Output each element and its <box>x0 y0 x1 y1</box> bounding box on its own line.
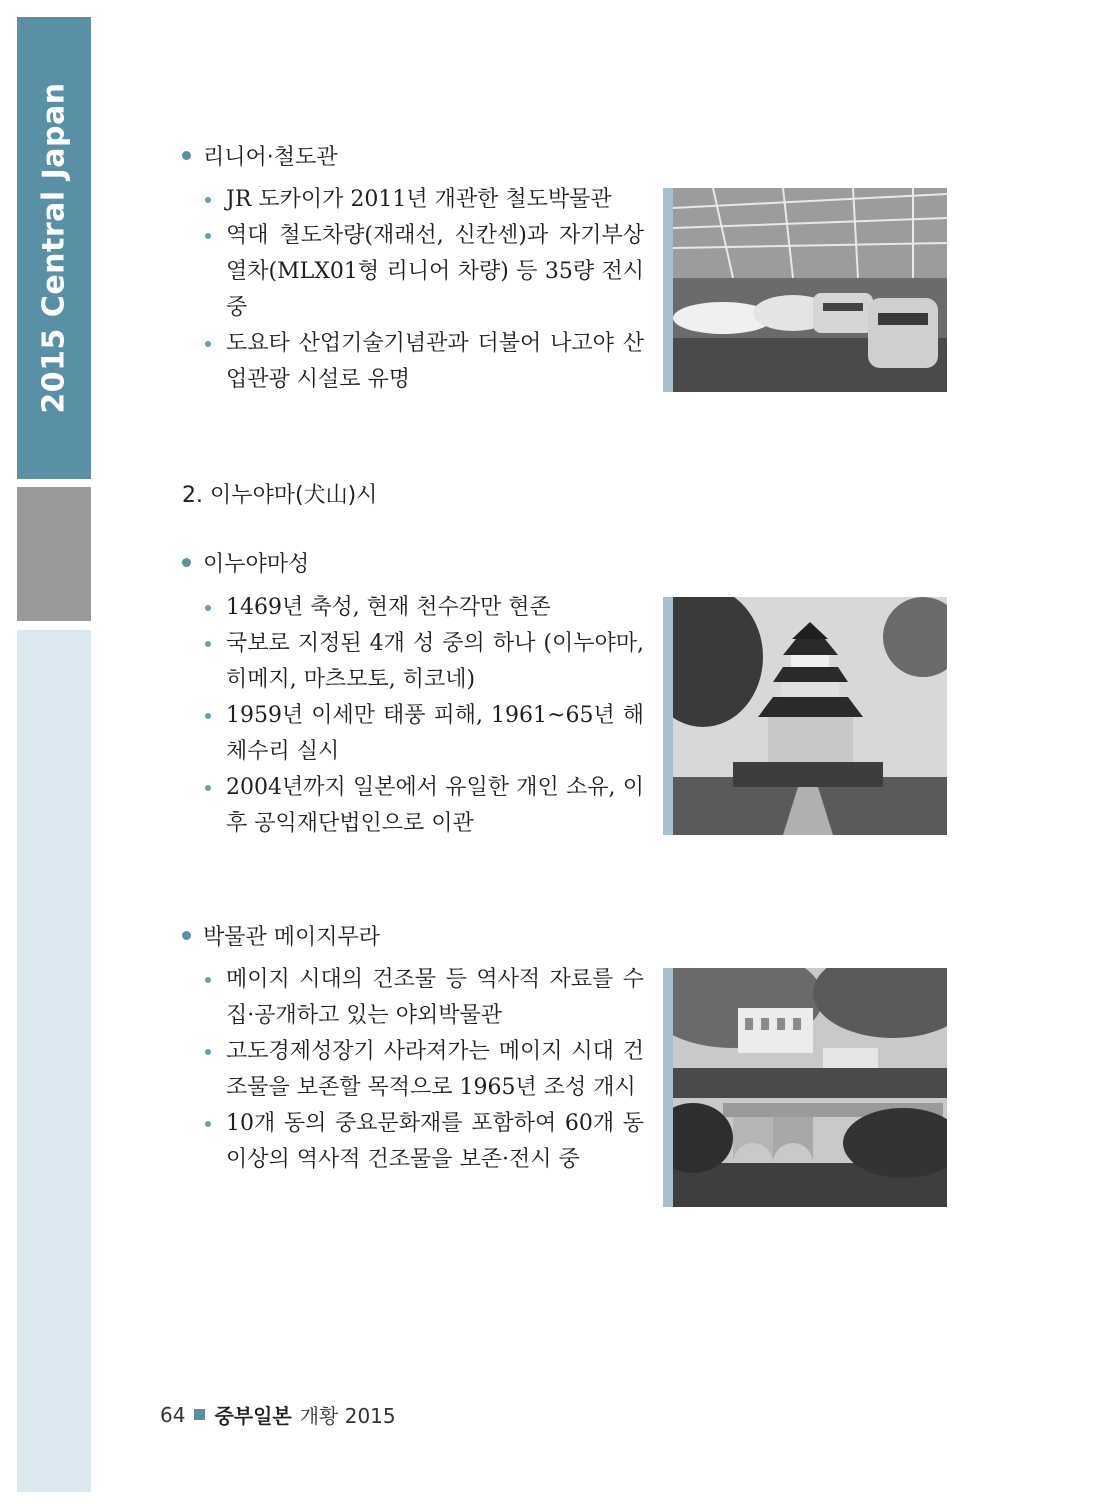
photo-meiji-mura <box>663 968 947 1207</box>
section-heading-linear <box>182 140 338 171</box>
side-band-bottom <box>17 630 91 1492</box>
side-title: 2015 Central Japan <box>36 82 72 414</box>
page-footer <box>160 1400 396 1429</box>
list-item: 10개 동의 중요문화재를 포함하여 60개 동 이상의 역사적 건조물을 보존·전시 중 <box>202 1106 644 1178</box>
side-band-top <box>17 17 91 479</box>
footer-title-rest: 개황 2015 <box>299 1404 396 1428</box>
list-item: 1469년 축성, 현재 천수각만 현존 <box>202 590 644 626</box>
castle-image <box>673 597 947 835</box>
list-item: 역대 철도차량(재래선, 신칸센)과 자기부상열차(MLX01형 리니어 차량) 등 35량 전시 중 <box>202 218 644 326</box>
photo-inuyama-castle <box>663 597 947 835</box>
section-heading-castle <box>182 547 309 578</box>
side-band-middle <box>17 487 91 621</box>
section-heading-text: 박물관 메이지무라 <box>203 925 381 950</box>
list-linear <box>202 182 644 398</box>
list-castle <box>202 590 644 842</box>
list-item: 도요타 산업기술기념관과 더불어 나고야 산업관광 시설로 유명 <box>202 326 644 398</box>
list-item: 1959년 이세만 태풍 피해, 1961~65년 해체수리 실시 <box>202 698 644 770</box>
list-meiji <box>202 962 644 1178</box>
list-item: 메이지 시대의 건조물 등 역사적 자료를 수집·공개하고 있는 야외박물관 <box>202 962 644 1034</box>
photo-railway-museum <box>663 188 947 392</box>
train-hall-image <box>673 188 947 392</box>
bullet-dot-icon <box>182 931 191 940</box>
meiji-mura-image <box>673 968 947 1207</box>
bullet-dot-icon <box>182 558 191 567</box>
page-number: 64 <box>160 1402 186 1427</box>
list-item: 2004년까지 일본에서 유일한 개인 소유, 이후 공익재단법인으로 이관 <box>202 770 644 842</box>
section-heading-meiji <box>182 920 380 951</box>
section-heading-text: 이누야마성 <box>203 552 310 577</box>
bullet-dot-icon <box>182 151 191 160</box>
list-item: 국보로 지정된 4개 성 중의 하나 (이누야마, 히메지, 마츠모토, 히코네) <box>202 626 644 698</box>
list-item: JR 도카이가 2011년 개관한 철도박물관 <box>202 182 644 218</box>
list-item: 고도경제성장기 사라져가는 메이지 시대 건조물을 보존할 목적으로 1965년 조성 개시 <box>202 1034 644 1106</box>
square-marker-icon <box>194 1409 205 1420</box>
section-title-inuyama: 2. 이누야마(犬山)시 <box>182 483 378 508</box>
footer-title-bold: 중부일본 <box>214 1404 292 1428</box>
section-heading-text: 리니어·철도관 <box>203 145 338 170</box>
